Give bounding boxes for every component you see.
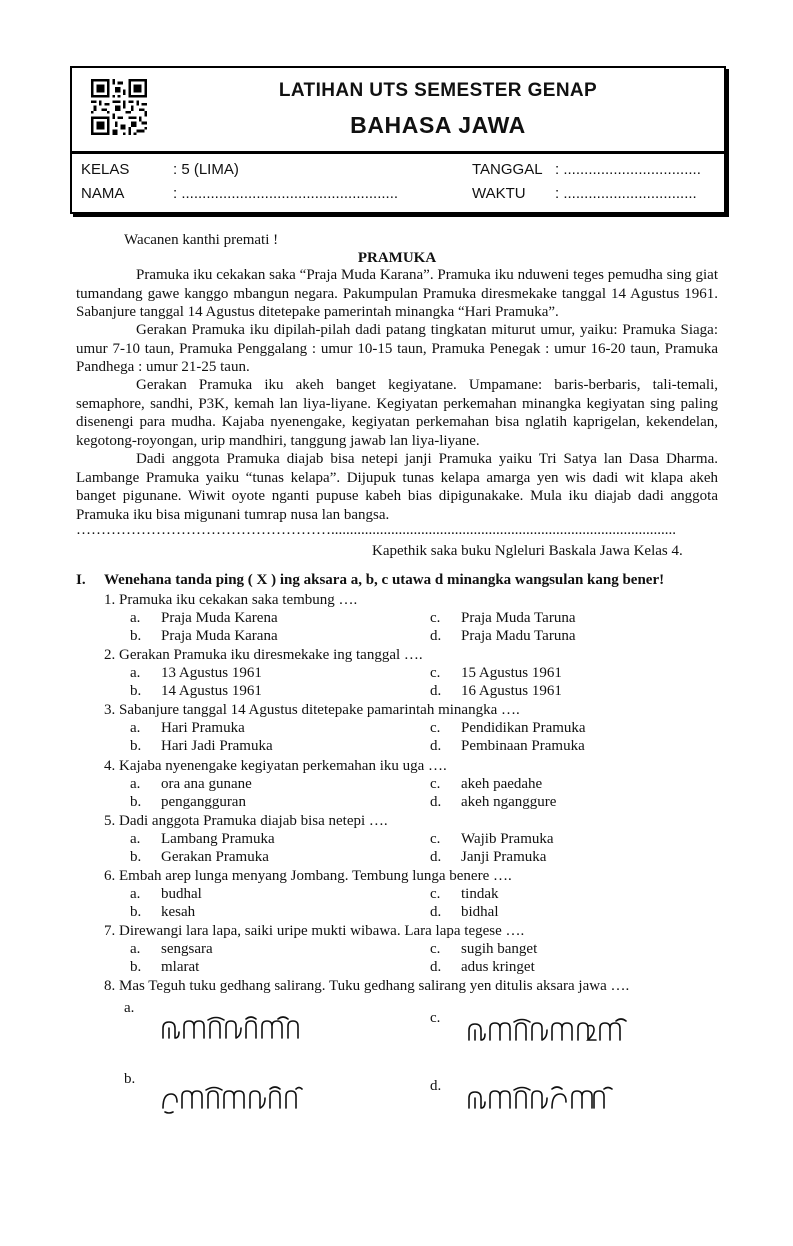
reading-title: PRAMUKA: [357, 250, 437, 266]
question-4: [104, 758, 447, 775]
question-1: [104, 592, 357, 609]
option-text: ora ana gunane: [161, 776, 252, 792]
question-3: [104, 702, 520, 719]
option-letter: b.: [130, 738, 142, 754]
option-8c-label[interactable]: c.: [430, 1010, 441, 1026]
javanese-script-a-icon: [160, 1014, 300, 1046]
paragraph-2: [76, 321, 718, 377]
question-6: [104, 868, 512, 885]
option-letter: b.: [130, 849, 142, 865]
option-text: 13 Agustus 1961: [161, 665, 262, 681]
tanggal-field[interactable]: : .................................: [555, 161, 701, 178]
option-8b-label[interactable]: b.: [124, 1071, 136, 1087]
question-number: 8.: [104, 978, 116, 994]
option-6b[interactable]: [130, 904, 195, 921]
option-letter: c.: [430, 720, 441, 736]
question-text: Dadi anggota Pramuka diajab bisa netepi ….: [119, 813, 388, 829]
option-8a-label[interactable]: a.: [124, 1000, 135, 1016]
question-text: Gerakan Pramuka iku diresmekake ing tanggal ….: [119, 647, 423, 663]
option-letter: b.: [130, 959, 142, 975]
option-6d[interactable]: [430, 904, 499, 921]
question-text: Mas Teguh tuku gedhang salirang. Tuku gedhang salirang yen ditulis aksara jawa ….: [119, 978, 630, 994]
option-3b[interactable]: [130, 738, 273, 755]
option-7d[interactable]: [430, 959, 535, 976]
exam-title: LATIHAN UTS SEMESTER GENAP: [278, 80, 598, 101]
option-1d[interactable]: [430, 628, 575, 645]
qr-code-icon: [91, 79, 147, 135]
option-letter: c.: [430, 886, 441, 902]
option-letter: d.: [430, 628, 442, 644]
option-letter: d.: [430, 683, 442, 699]
tanggal-label: TANGGAL: [472, 161, 543, 178]
option-2b[interactable]: [130, 683, 262, 700]
option-4c[interactable]: [430, 776, 542, 793]
option-5b[interactable]: [130, 849, 269, 866]
question-number: 7.: [104, 923, 116, 939]
paragraph-text: Gerakan Pramuka iku dipilah-pilah dadi patang tingkatan miturut umur, yaiku: Pramuka Siaga: umur 7-10 taun, Pramuka Penggalang : umur 10-15 taun, Pramuka Penegak : umur 16-20 taun, Pramuka Pandhega : umur 21-25 taun.: [76, 322, 718, 375]
option-4a[interactable]: [130, 776, 252, 793]
option-letter: d.: [430, 959, 442, 975]
option-5c[interactable]: [430, 831, 554, 848]
question-2: [104, 647, 423, 664]
option-7c[interactable]: [430, 941, 537, 958]
option-4b[interactable]: [130, 794, 246, 811]
option-letter: c.: [430, 831, 441, 847]
question-5: [104, 813, 388, 830]
option-text: Janji Pramuka: [461, 849, 547, 865]
option-text: mlarat: [161, 959, 200, 975]
option-6c[interactable]: [430, 886, 499, 903]
option-2d[interactable]: [430, 683, 562, 700]
option-text: Lambang Pramuka: [161, 831, 275, 847]
option-letter: d.: [430, 794, 442, 810]
option-text: budhal: [161, 886, 202, 902]
option-1c[interactable]: [430, 610, 575, 627]
option-letter: c.: [430, 610, 441, 626]
option-letter: b.: [130, 794, 142, 810]
option-letter: a.: [130, 776, 141, 792]
kelas-value: : 5 (LIMA): [173, 161, 239, 178]
section-number: I.: [76, 572, 86, 588]
option-letter: a.: [130, 720, 141, 736]
nama-field[interactable]: : ....................................................: [173, 185, 399, 202]
paragraph-text: Dadi anggota Pramuka diajab bisa netepi janji Pramuka yaiku Tri Satya lan Dasa Dharma. Lambange Pramuka yaiku “tunas kelapa”. Dijupuk tunas kelapa amarga yen wis dadi wit klapa akeh banget pigunane. Wiwit oyote nganti pupuse kabeh bias dipigunakake. Mula iku diajab dadi anggota Pramuka iku bisa migunani tumrap nusa lan bangsa.: [76, 451, 718, 523]
question-number: 5.: [104, 813, 116, 829]
javanese-script-b-icon: [160, 1084, 304, 1116]
question-7: [104, 923, 524, 940]
header-box: [70, 66, 726, 214]
reading-source: Kapethik saka buku Ngleluri Baskala Jawa Kelas 4.: [372, 543, 683, 559]
option-text: akeh paedahe: [461, 776, 543, 792]
section-instruction: Wenehana tanda ping ( X ) ing aksara a, b, c utawa d minangka wangsulan kang bener!: [104, 572, 665, 588]
option-4d[interactable]: [430, 794, 556, 811]
paragraph-3: [76, 376, 718, 450]
option-text: Praja Muda Karena: [161, 610, 278, 626]
option-2c[interactable]: [430, 665, 562, 682]
option-letter: d.: [430, 849, 442, 865]
question-number: 4.: [104, 758, 116, 774]
option-7b[interactable]: [130, 959, 199, 976]
option-text: Gerakan Pramuka: [161, 849, 269, 865]
question-text: Direwangi lara lapa, saiki uripe mukti wibawa. Lara lapa tegese ….: [119, 923, 525, 939]
option-text: sengsara: [161, 941, 213, 957]
option-text: bidhal: [461, 904, 499, 920]
option-7a[interactable]: [130, 941, 213, 958]
question-number: 6.: [104, 868, 116, 884]
option-3a[interactable]: [130, 720, 245, 737]
option-5d[interactable]: [430, 849, 546, 866]
subject-title: BAHASA JAWA: [350, 112, 526, 138]
header-divider: [72, 151, 724, 154]
option-text: kesah: [161, 904, 196, 920]
option-letter: a.: [130, 886, 141, 902]
option-letter: a.: [130, 831, 141, 847]
option-text: adus kringet: [461, 959, 535, 975]
option-3d[interactable]: [430, 738, 585, 755]
option-letter: c.: [430, 665, 441, 681]
option-letter: b.: [130, 683, 142, 699]
option-text: Praja Muda Taruna: [461, 610, 576, 626]
option-letter: a.: [130, 941, 141, 957]
question-text: Embah arep lunga menyang Jombang. Tembung lunga benere ….: [119, 868, 512, 884]
option-text: tindak: [461, 886, 499, 902]
dotted-separator: ……………………………………………............................................................................................: [76, 522, 676, 538]
option-text: Pendidikan Pramuka: [461, 720, 586, 736]
option-6a[interactable]: [130, 886, 202, 903]
question-text: Kajaba nyenengake kegiyatan perkemahan iku uga ….: [119, 758, 447, 774]
option-1a[interactable]: [130, 610, 278, 627]
option-letter: d.: [430, 904, 442, 920]
option-text: Wajib Pramuka: [461, 831, 554, 847]
option-letter: d.: [430, 738, 442, 754]
reading-instruction: Wacanen kanthi premati !: [124, 232, 279, 248]
paragraph-text: Gerakan Pramuka iku akeh banget kegiyatane. Umpamane: baris-berbaris, tali-temali, semaphore, sandhi, P3K, kemah lan liya-liyane. Kegiyatan perkemahan minangka kegiyatan sing paling disenengi para mudha. Kajaba nyenengake, kegiyatan perkemahan bisa nglatih kaprigelan, kekendelan, kegotong-royongan, urip mandhiri, tanggung jawab lan liya-liyane.: [76, 377, 718, 449]
waktu-field[interactable]: : ................................: [555, 185, 697, 202]
option-letter: c.: [430, 941, 441, 957]
option-text: sugih banget: [461, 941, 538, 957]
option-letter: c.: [430, 776, 441, 792]
option-text: 14 Agustus 1961: [161, 683, 262, 699]
option-text: Praja Muda Karana: [161, 628, 278, 644]
option-text: Praja Madu Taruna: [461, 628, 576, 644]
paragraph-4: [76, 450, 718, 524]
option-letter: b.: [130, 904, 142, 920]
paragraph-text: Pramuka iku cekakan saka “Praja Muda Karana”. Pramuka iku nduweni teges pemudha sing giat tumandang gawe kanggo mbangun negara. Pakumpulan Pramuka diresmekake tanggal 14 Agustus 1961. Sabanjure tanggal 14 Agustus ditetepake pamerintah minangka “Hari Pramuka”.: [76, 267, 718, 320]
waktu-label: WAKTU: [472, 185, 526, 202]
option-text: Pembinaan Pramuka: [461, 738, 585, 754]
option-letter: a.: [130, 610, 141, 626]
kelas-label: KELAS: [81, 161, 130, 178]
option-2a[interactable]: [130, 665, 262, 682]
option-text: 16 Agustus 1961: [461, 683, 562, 699]
option-text: akeh nganggure: [461, 794, 557, 810]
option-text: pengangguran: [161, 794, 246, 810]
option-letter: a.: [130, 665, 141, 681]
option-8d-label[interactable]: d.: [430, 1078, 442, 1094]
option-3c[interactable]: [430, 720, 586, 737]
question-text: Pramuka iku cekakan saka tembung ….: [119, 592, 358, 608]
option-text: 15 Agustus 1961: [461, 665, 562, 681]
option-text: Hari Jadi Pramuka: [161, 738, 273, 754]
question-number: 3.: [104, 702, 116, 718]
paragraph-1: [76, 266, 718, 322]
question-text: Sabanjure tanggal 14 Agustus ditetepake pamarintah minangka ….: [119, 702, 520, 718]
nama-label: NAMA: [81, 185, 125, 202]
option-1b[interactable]: [130, 628, 278, 645]
option-letter: b.: [130, 628, 142, 644]
option-text: Hari Pramuka: [161, 720, 245, 736]
question-8: [104, 978, 629, 995]
javanese-script-d-icon: [466, 1084, 616, 1116]
question-number: 1.: [104, 592, 116, 608]
question-number: 2.: [104, 647, 116, 663]
option-5a[interactable]: [130, 831, 275, 848]
header-top: [72, 68, 724, 150]
javanese-script-c-icon: [466, 1016, 630, 1048]
